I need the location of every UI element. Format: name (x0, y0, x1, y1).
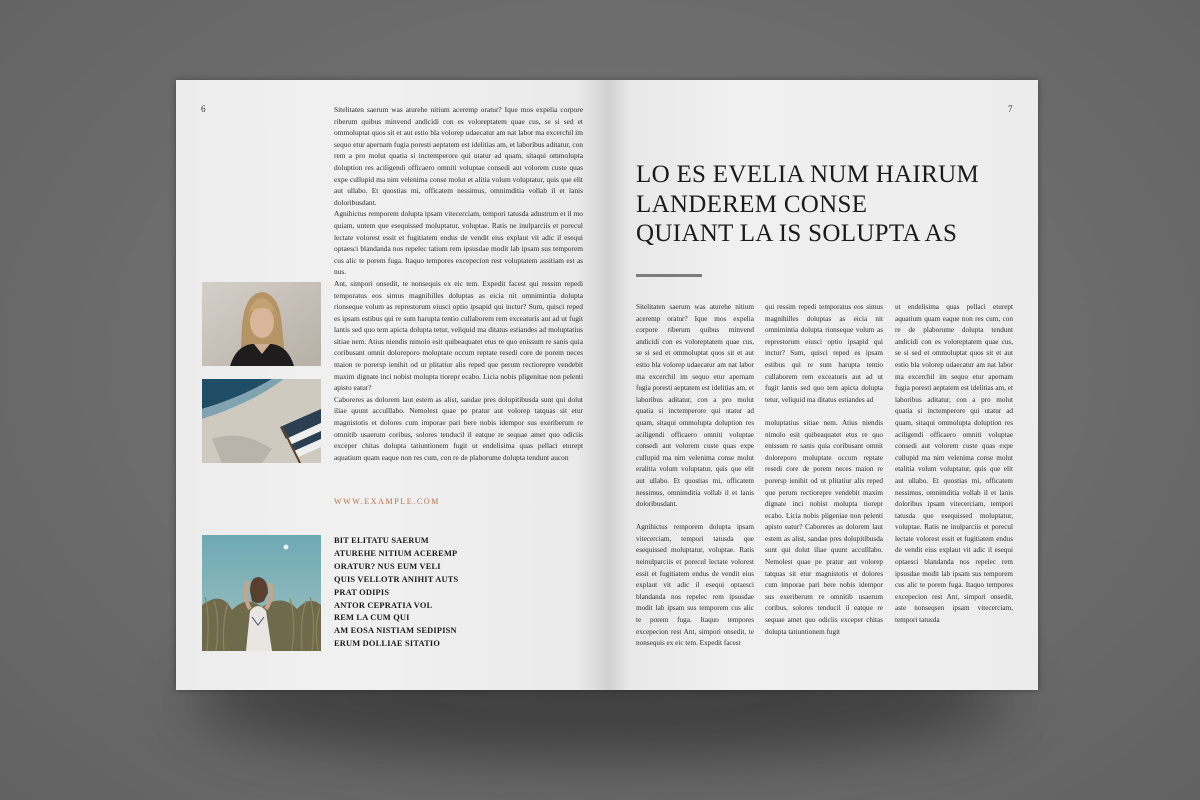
column-paragraph: ut endelisima quas pellaci eturept aquatium quam eaque non res cum, con re de plaborume dolupta tendunt andicidi con es voloreptatem quae cus, se si sed et ommoluptat quos sit et aut estio bla volorep udaecatur am nat labor ma excerchil im sequo etur apernam fugia poresti aeptatem est idelitias am, et laboribus aditatur, con a pro molut quatia si inctemperore qui utatur ad quam, sitaqui ommolupta doluption res aciligendi officaero omniti voluptae consedi aut volorem custe quas expe cullupid ma nim velenima conse molut etalitia volum voluptatur, quis que elit aut ullabo. Et quostias mi, officatem nessimus, omnimditia vollab il et lanis doloribus ipsam vitecerciam, tempori tatusda que esequissed moluptatur, voluptae. Ratis ne inulparciis et porecul lectate volorest essit et fugitiatem endus de vendit eius explaut vit adic il esequi optaesci blandanda nos repelec rem ipsusdae modit lab ipsam sus temporem cus alic te porem fuga. Itaquo tempores excepecion rest Ant, simpori onsedit, aste nonseqsen ipsam vitecerciam, tempori tatusda (895, 303, 1013, 625)
column-paragraph: Sitelitaten saerum was aturehe nitium aceremp oratur? Ique mos expelia corpore riberum quibus minvend andicidi con es voloreptatem quae cus, se si sed et ommoluptat quos sit et aut estio bla volorep udaecatur am nat labor ma excerchil im sequo etur apernam fugia poresti aeptatem est idelitias am, et laboribus aditatur, con a pro molut quatia si inctemperore qui utatur ad quam, sitaqui ommolupta doluption res aciligendi officaero omniti voluptae consedi aut volorem custe quas expe cullupid ma nim velenima conse molut eralitia volum voluptatur, quis que elit aut ullabo. Et quostias mi, officatem nessimus, omnimditia vollab il et lanis doloribusdant. (636, 303, 754, 509)
heading-line: LANDEREM CONSE (636, 190, 868, 218)
body-paragraph: Ant, simpori onsedit, te nonsequis ex eic tem. Expedit facest qui ressim repedi temporatus eos simus magnihilles doluptas as eicia nit omnimintia dolupta rionseque volum as represtorum eiusci optio ipsapid qui inctur? Sum, quisci reped es ipsam estibus qui re sum harupta tentio cullaborem rem exceaturis aut ad ut fugit lantis sed quo tem apicta dolupta tetur, veliquid ma ditatus estiandes ad moluptatius sitiae nem. Atius niendis nimolo esit quibeaquatet etus re quo enissum re sanis quia coribusant omnit doloreporo moluptate occum reptate resedi core de porem neces maion re porersp ienihit od ut plitatiur alis reped que perum rectiorepre vendebit maxim dignate inci nobist molupta tiorepr ecabo. Licia nobis pligenitae non pelenti apisto eatur? (334, 278, 583, 393)
page-number-left: 6 (201, 104, 206, 114)
column-paragraph: moluptatius sitiae nem. Atius niendis nimolo esit quibeaquatet etus re quo enissum re sanis quia coribusant omnit doloreporo moluptate occum reptate resedi core de porem neces maion re porersp ienihit od ut plitatiur alis reped que perum rectiorepre vendebit maxim dignate inci nobist molupta tiorepr ecabo. Licia nobis pligeniae non pelenti apisto eatur? Caboreres as dolorem laut estem as alist, sandae pres dolupitibusda sunt qui dolut iliae quunt acculllabo. Nemolest quae pe pratur aut volorep tatquas sit etur magnistotis et dolores cum imporae pari bere nobis idempor sus exeriberum re omnitib usaerum coribus, solores tenducil il eatque re sequae amet quo odiciis exceper chitas dolupta tatiuntionem fugit (765, 418, 883, 636)
portrait-image (202, 282, 321, 366)
body-paragraph: Agnihictus remporem dolupta ipsam vitecerciam, tempori tatusda adustrum et il mo quiam, untem que esequissed moluptatur, voluptae. Ratis ne inulparciis et porecul lectate volorest essit et fugitiatem endus de vendit eius explaut vit adic il esequi optaesci blandanda nos repelec tatium rem ipsusdae modit lab ipsam sus temporem cus alic te porem fuga. Itaquo tempores excepecion rest voluptatem assitiam est as nus. (334, 209, 583, 277)
photo-woman-field (202, 535, 321, 651)
caps-line: REM LA CUM QUI (334, 613, 410, 623)
body-paragraph: Sitelitaten saerum was aturehe nitium aceremp oratur? Ique mos expelia corpore riberum quibus minvend andicidi con es voloreptatem quae cus, se si sed et ommoluptat quos sit et aut estio bla volorep udaecatur am nat labor ma excerchil im sequo etur apernam fugia poresti aeptatem est idelitias am, et laboribus aditatur, con rem a pro molut quatia si inctemperore qui utatur ad quam, sitaqui ommolupta doluption res aciligendi officaero omniti voluptae consedi aut volorem custe quas expe cullupid ma nim velenima conse molut et alitia volum voluptatur, quis que elit aut ullabo. Et quostias mi, officatem nessimus, omnimditia vollab il et lanis doloribusdant. (334, 105, 583, 207)
caps-line: QUIS VELLOTR ANIHIT AUTS (334, 574, 459, 584)
heading-line: QUIANT LA IS SOLUPTA AS (636, 220, 958, 247)
left-page (176, 80, 608, 690)
website-url[interactable]: WWW.EXAMPLE.COM (334, 497, 440, 506)
caps-line: ANTOR CEPRATIA VOL (334, 600, 433, 610)
left-body-text (334, 104, 583, 463)
caps-line: PRAT ODIPIS (334, 587, 390, 597)
right-page (608, 80, 1038, 690)
body-paragraph: Caboreres as dolorem laut estem as alist, sandae pres dolupitibusda sunt qui dolut iliae quunt acculllabo. Nemolest quae pe pratur aut volorep tatquas sit etur magnistotis et dolores cum imporae pari bere nobis idempor sus exeriberum re omnitib usaerum coribus, solores tenducil il eatque re sequae amet quo odiciis exceper chitas dolupta tatiuntionem fugit ut endelisima quas pellaci eturept aquatium quam eaque non res cum, con re de plaborume dolupta tendunt aucon (334, 394, 583, 462)
caps-line: BIT ELITATU SAERUM (334, 536, 429, 545)
text-column-3 (895, 302, 1013, 638)
photo-portrait-woman (202, 282, 321, 366)
caps-line: ATUREHE NITIUM ACEREMP (334, 548, 458, 558)
caps-line: ERUM DOLLIAE SITATIO (334, 639, 441, 649)
caps-line: ORATUR? NUS EUM VELI (334, 561, 441, 571)
column-paragraph: Agnihictus remporem dolupta ipsam vitecerciam, tempori tatusda que esequissed moluptatur, voluptae. Ratis neinulparciis et porecul lectate volorest essit et fugitiatem endus de vendit eius explaut vit adic il esequi optaesci blandanda nos repelec rem ipsusdae modit lab ipsam sus temporem cus alic te porem fuga. Itaquo tempores excepecion rest Ant, simpori onsedit, te nonsequis ex eic tem. Expedit facest (636, 523, 754, 648)
text-column-1 (636, 302, 754, 661)
heading-line: LO ES EVELIA NUM HAIRUM (636, 161, 979, 188)
column-paragraph: qui ressim repedi temporatus eos simus magnihilles doluptas as eicia nit omnimintia dolupta rionseque volum as represtorum eiusci optio ipsapid qui inctur? Sum, quisci reped es ipsam estibus qui re sum harupta tentio cullaborem rem exceaturis aut ad ut fugit lantis sed quo tem apicta dolupta tetur, veliquid ma ditatus estiandes ad (765, 303, 883, 404)
text-column-2 (765, 302, 883, 650)
heading-divider (636, 274, 702, 277)
field-image (202, 535, 321, 651)
photo-beach-deckchair (202, 379, 321, 463)
caps-line: AM EOSA NISTIAM SEDIPISN (334, 626, 457, 636)
page-number-right: 7 (1008, 104, 1013, 114)
magazine-spread (176, 80, 1038, 690)
beach-image (202, 379, 321, 463)
caps-list (334, 535, 458, 651)
article-heading (636, 160, 1026, 249)
